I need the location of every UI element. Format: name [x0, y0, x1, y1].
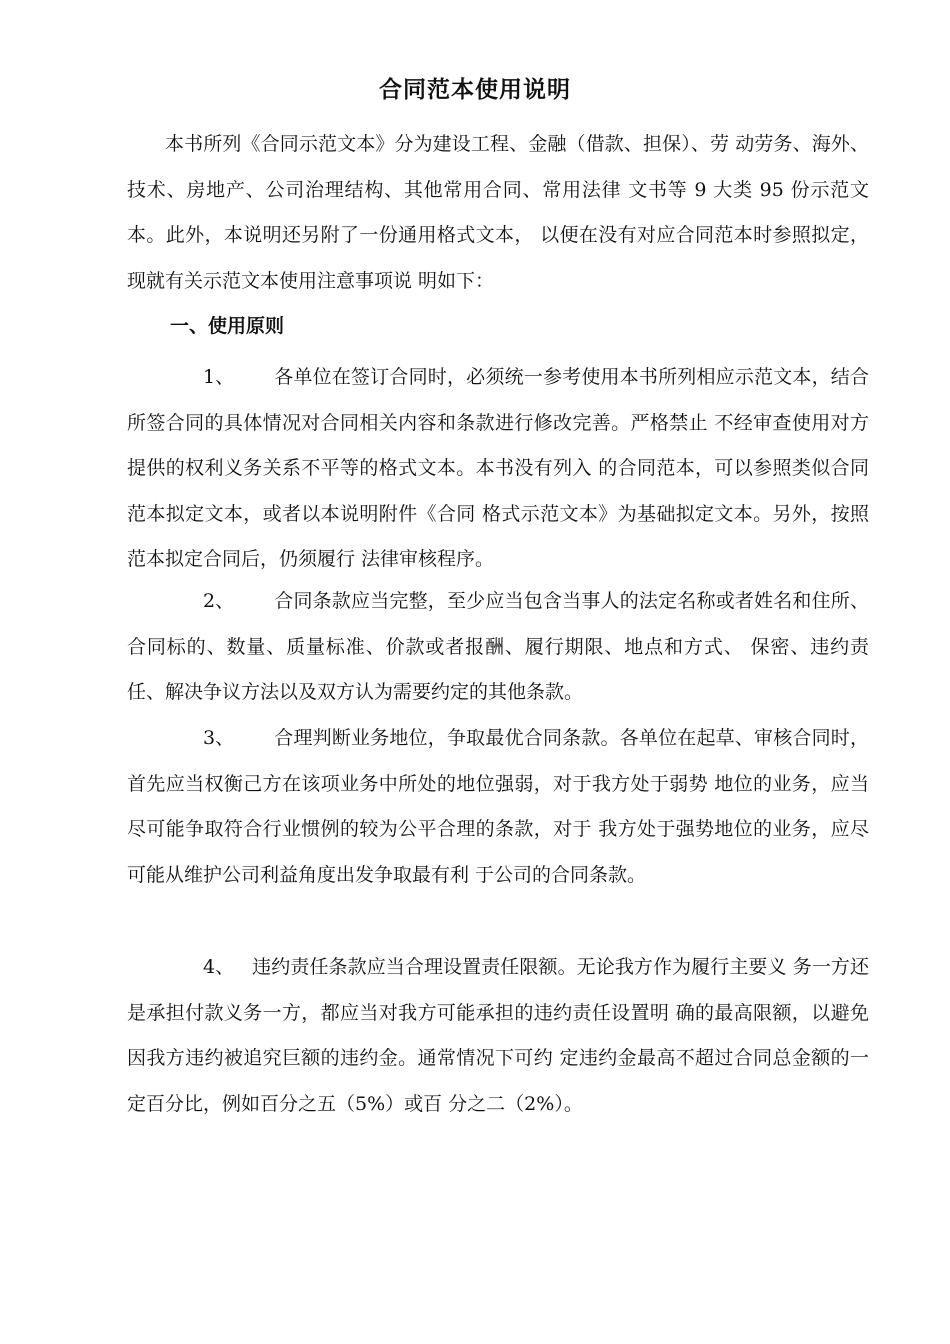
clause-3-text: 合理判断业务地位，争取最优合同条款。各单位在起草、审核合同时，首先应当权衡己方在该项业务中所处的地位强弱，对于我方处于弱势 地位的业务，应当尽可能争取符合行业惯例的较为公平合理的条款，对于 我方处于强势地位的业务，应尽可能从维护公司利益角度出发争取最有利 于公司的合同条款。	[127, 727, 869, 886]
clause-4	[127, 945, 869, 1127]
clause-1	[127, 355, 869, 583]
clause-2-number: 2、	[203, 590, 235, 612]
clause-4-text: 违约责任条款应当合理设置责任限额。无论我方作为履行主要义 务一方还是承担付款义务一方，都应当对我方可能承担的违约责任设置明 确的最高限额，以避免因我方违约被追究巨额的违约金。通常情况下可约 定违约金最高不超过合同总金额的一定百分比，例如百分之五（5%）或百 分之二（2%）。	[127, 956, 869, 1115]
section-heading: 一、使用原则	[170, 315, 285, 337]
clause-4-number: 4、	[203, 956, 235, 978]
clause-1-number: 1、	[203, 366, 235, 388]
intro-paragraph: 本书所列《合同示范文本》分为建设工程、金融（借款、担保）、劳 动劳务、海外、技术、房地产、公司治理结构、其他常用合同、常用法律 文书等 9 大类 95 份示范文本。此外，本说明还另附了一份通用格式文本， 以便在没有对应合同范本时参照拟定，现就有关示范文本使用注意事项说 明如下：	[127, 133, 869, 292]
clause-3	[127, 716, 869, 898]
clause-2-text: 合同条款应当完整，至少应当包含当事人的法定名称或者姓名和住所、合同标的、数量、质量标准、价款或者报酬、履行期限、地点和方式、 保密、违约责任、解决争议方法以及双方认为需要约定的其他条款。	[127, 590, 869, 703]
document-title: 合同范本使用说明	[379, 77, 571, 103]
clause-3-number: 3、	[203, 727, 235, 749]
clause-1-text: 各单位在签订合同时，必须统一参考使用本书所列相应示范文本，结合所签合同的具体情况对合同相关内容和条款进行修改完善。严格禁止 不经审查使用对方提供的权利义务关系不平等的格式文本。本书没有列入 的合同范本，可以参照类似合同范本拟定文本，或者以本说明附件《合同 格式示范文本》为基础拟定文本。另外，按照范本拟定合同后，仍须履行 法律审核程序。	[127, 366, 869, 570]
clause-2	[127, 579, 869, 716]
